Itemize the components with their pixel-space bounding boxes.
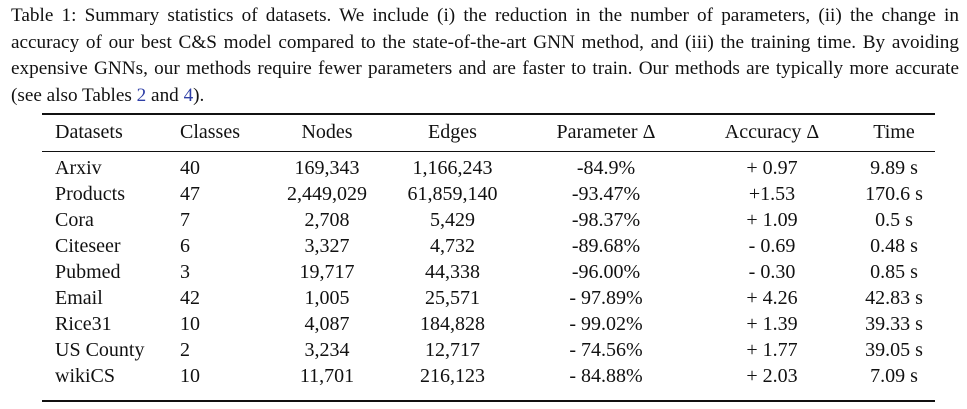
- cell-dataset: Rice31: [55, 312, 112, 335]
- cell-accuracy-delta: + 1.09: [746, 208, 798, 231]
- cell-nodes: 3,234: [304, 338, 350, 361]
- cell-accuracy-delta: + 1.39: [746, 312, 798, 335]
- cell-time: 0.48 s: [870, 234, 918, 257]
- cell-nodes: 1,005: [304, 286, 350, 309]
- cell-dataset: Email: [55, 286, 103, 309]
- cell-accuracy-delta: - 0.30: [748, 260, 796, 283]
- cell-dataset: Cora: [55, 208, 94, 231]
- cell-time: 0.85 s: [870, 260, 918, 283]
- cell-parameter-delta: - 99.02%: [569, 312, 643, 335]
- table-row: [42, 337, 935, 363]
- cell-classes: 40: [180, 156, 200, 179]
- cell-time: 9.89 s: [870, 156, 918, 179]
- cell-edges: 5,429: [430, 208, 475, 231]
- cell-edges: 12,717: [425, 338, 480, 361]
- cell-parameter-delta: -96.00%: [571, 260, 641, 283]
- cell-accuracy-delta: + 0.97: [746, 156, 798, 179]
- cell-accuracy-delta: +1.53: [748, 182, 796, 205]
- table-row: [42, 285, 935, 311]
- cell-classes: 6: [180, 234, 190, 257]
- cell-edges: 25,571: [425, 286, 480, 309]
- cell-time: 0.5 s: [875, 208, 913, 231]
- table-row: [42, 207, 935, 233]
- cell-time: 170.6 s: [865, 182, 923, 205]
- cell-time: 7.09 s: [870, 364, 918, 387]
- column-header-accuracy-delta: Accuracy Δ: [724, 120, 820, 143]
- cell-dataset: wikiCS: [55, 364, 116, 387]
- cell-time: 42.83 s: [865, 286, 923, 309]
- cell-edges: 216,123: [420, 364, 485, 387]
- table-row: [42, 311, 935, 337]
- cell-edges: 4,732: [430, 234, 475, 257]
- table-header-row: [42, 115, 935, 149]
- cell-nodes: 11,701: [299, 364, 355, 387]
- cell-accuracy-delta: + 2.03: [746, 364, 798, 387]
- cell-classes: 2: [180, 338, 190, 361]
- cell-parameter-delta: -93.47%: [571, 182, 641, 205]
- column-header-edges: Edges: [428, 120, 477, 143]
- cell-parameter-delta: - 97.89%: [569, 286, 643, 309]
- cell-accuracy-delta: + 1.77: [746, 338, 798, 361]
- cell-dataset: US County: [55, 338, 145, 361]
- cell-classes: 47: [180, 182, 200, 205]
- cell-dataset: Products: [55, 182, 125, 205]
- caption-text-and: and: [146, 84, 184, 106]
- table-row: [42, 259, 935, 285]
- cell-nodes: 19,717: [299, 260, 355, 283]
- cell-edges: 61,859,140: [407, 182, 498, 205]
- cell-parameter-delta: -84.9%: [576, 156, 636, 179]
- table-row: [42, 181, 935, 207]
- table-row: [42, 149, 935, 181]
- cell-parameter-delta: -89.68%: [571, 234, 641, 257]
- column-header-nodes: Nodes: [301, 120, 353, 143]
- table-bottom-rule: [42, 400, 935, 402]
- cell-nodes: 4,087: [304, 312, 350, 335]
- column-header-time: Time: [873, 120, 915, 143]
- table-caption: [11, 3, 959, 109]
- cell-nodes: 3,327: [304, 234, 350, 257]
- caption-text: Table 1: Summary statistics of datasets. We include (i) the reduction in the number of parameters, (ii) the change in accuracy of our best C&S model compared to the state-of-the-art GNN method, and (iii) the training time. By avoiding expensive GNNs, our methods require fewer parameters and are faster to train. Our methods are typically more accurate (see also Tables: [11, 5, 959, 106]
- cell-classes: 42: [180, 286, 200, 309]
- cell-dataset: Citeseer: [55, 234, 121, 257]
- cell-accuracy-delta: - 0.69: [748, 234, 796, 257]
- table-4-reference-link[interactable]: 4: [183, 84, 194, 106]
- cell-time: 39.05 s: [865, 338, 923, 361]
- caption-text-end: ).: [193, 84, 205, 106]
- cell-classes: 7: [180, 208, 190, 231]
- cell-classes: 10: [180, 312, 200, 335]
- dataset-statistics-table: [42, 115, 935, 389]
- table-row: [42, 233, 935, 259]
- cell-nodes: 2,449,029: [287, 182, 367, 205]
- cell-time: 39.33 s: [865, 312, 923, 335]
- cell-nodes: 169,343: [294, 156, 360, 179]
- cell-parameter-delta: - 84.88%: [569, 364, 643, 387]
- table-row: [42, 363, 935, 389]
- cell-edges: 1,166,243: [412, 156, 493, 179]
- table-2-reference-link[interactable]: 2: [136, 84, 147, 106]
- cell-dataset: Arxiv: [55, 156, 102, 179]
- cell-classes: 3: [180, 260, 190, 283]
- column-header-datasets: Datasets: [55, 120, 123, 143]
- cell-nodes: 2,708: [304, 208, 350, 231]
- cell-parameter-delta: - 74.56%: [569, 338, 643, 361]
- cell-dataset: Pubmed: [55, 260, 121, 283]
- column-header-classes: Classes: [180, 120, 240, 143]
- column-header-parameter-delta: Parameter Δ: [556, 120, 656, 143]
- cell-parameter-delta: -98.37%: [571, 208, 641, 231]
- cell-edges: 44,338: [425, 260, 480, 283]
- cell-accuracy-delta: + 4.26: [746, 286, 798, 309]
- cell-classes: 10: [180, 364, 200, 387]
- cell-edges: 184,828: [420, 312, 485, 335]
